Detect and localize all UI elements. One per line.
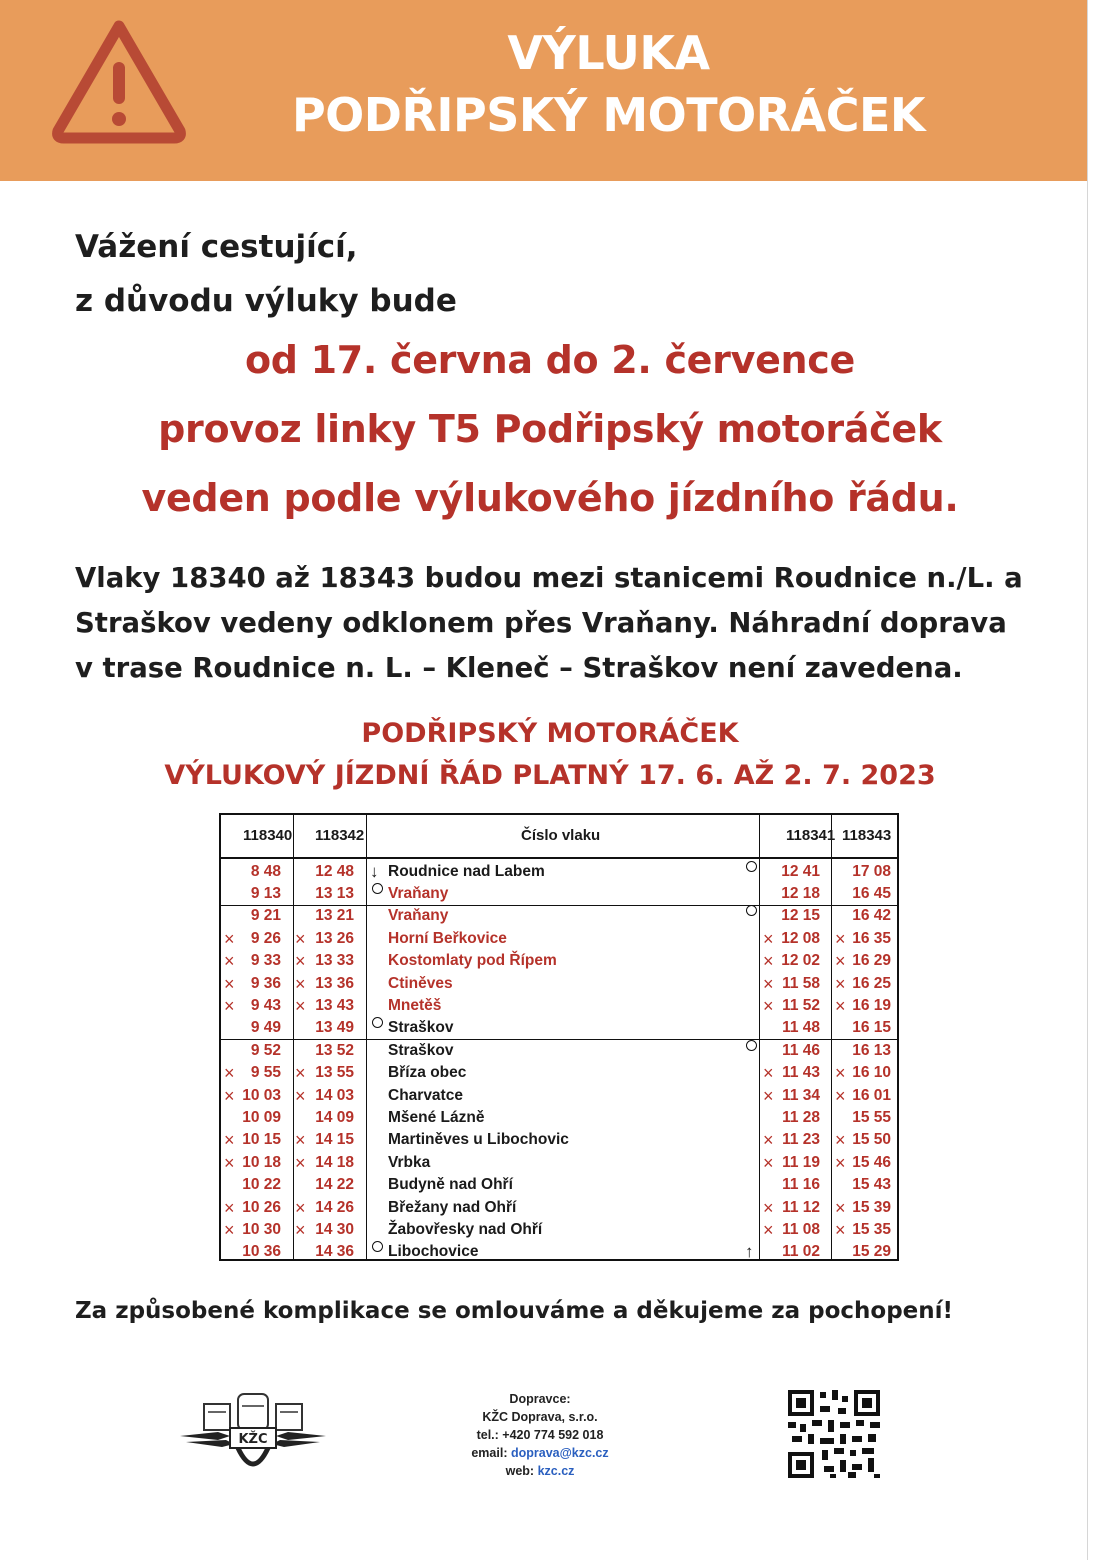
carrier-phone: tel.: +420 774 592 018 [476,1428,604,1442]
departure-time-118341: 11 02 [782,1243,820,1261]
not-stop-daily-mark: × [763,1063,774,1084]
detour-info [75,556,1065,691]
not-stop-daily-mark: × [295,1197,306,1218]
departure-time-118341: 11 28 [782,1108,820,1126]
departure-time-118342: 13 36 [315,974,354,992]
departure-time-118342: 13 55 [315,1064,354,1082]
header-train-118340: 118340 [243,827,293,844]
departure-time-118341: 12 18 [781,884,820,902]
departure-time-118342: 13 33 [315,952,354,970]
timetable-row [221,1174,897,1196]
timetable-row [221,1197,897,1219]
header-train-118343: 118343 [842,827,892,844]
not-stop-daily-mark: × [835,1219,846,1240]
departure-time-118340: 9 49 [250,1019,281,1037]
departure-time-118342: 14 15 [315,1131,354,1149]
departure-time-118343: 15 46 [852,1153,891,1171]
departure-time-118341: 11 58 [782,974,820,992]
departure-time-118343: 16 15 [852,1019,891,1037]
departure-time-118340: 8 48 [250,862,281,880]
timetable-row [221,1107,897,1129]
departure-time-118340: 10 26 [242,1198,281,1216]
station-name: Straškov [388,1041,454,1059]
station-name: Straškov [388,1019,454,1037]
header-train-118341: 118341 [786,827,836,844]
station-name: Bříza obec [388,1064,467,1082]
departure-time-118341: 12 15 [781,907,820,925]
email-link[interactable]: doprava@kzc.cz [510,1446,609,1460]
not-stop-daily-mark: × [763,1219,774,1240]
web-link[interactable]: kzc.cz [537,1464,575,1478]
info-line: Straškov vedeny odklonem přes Vraňany. Náhradní doprava [75,607,1007,639]
station-name: Vraňany [388,907,449,925]
departure-time-118343: 15 55 [852,1108,891,1126]
not-stop-daily-mark: × [295,928,306,949]
not-stop-daily-mark: × [835,1152,846,1173]
departure-time-118340: 9 52 [250,1041,281,1059]
departure-time-118342: 13 52 [315,1041,354,1059]
departure-time-118343: 16 35 [852,929,891,947]
departure-time-118342: 13 26 [315,929,354,947]
not-stop-daily-mark: × [835,951,846,972]
departure-time-118340: 10 30 [242,1220,281,1238]
departure-time-118340: 9 26 [250,929,281,947]
departure-time-118343: 16 45 [852,884,891,902]
not-stop-daily-mark: × [295,995,306,1016]
departure-time-118341: 11 48 [782,1019,820,1037]
departure-time-118342: 14 26 [315,1198,354,1216]
not-stop-daily-mark: × [763,1197,774,1218]
departure-time-118343: 16 10 [852,1064,891,1082]
departure-time-118342: 14 18 [315,1153,354,1171]
timetable-row [221,1085,897,1107]
station-name: Mnetěš [388,996,442,1014]
timetable-title [0,713,1100,797]
not-stop-daily-mark: × [295,1152,306,1173]
departure-time-118343: 15 39 [852,1198,891,1216]
not-stop-daily-mark: × [835,1197,846,1218]
timetable-row [221,1152,897,1174]
not-stop-daily-mark: × [835,973,846,994]
not-stop-daily-mark: × [835,1063,846,1084]
timetable-title-line: VÝLUKOVÝ JÍZDNÍ ŘÁD PLATNÝ 17. 6. AŽ 2. 7. 2023 [164,760,936,791]
notice-header [0,0,1087,181]
warning-triangle-icon [48,16,190,146]
departure-time-118341: 12 08 [781,929,820,947]
carrier-contact [440,1390,640,1480]
timetable-row [221,928,897,950]
greeting [75,220,457,328]
not-stop-daily-mark: × [763,1085,774,1106]
departure-time-118341: 12 41 [781,862,820,880]
not-stop-daily-mark: × [224,1152,235,1173]
departure-time-118340: 10 22 [242,1176,281,1194]
departure-time-118341: 12 02 [781,952,820,970]
email-label: email: [471,1446,508,1460]
station-name: Horní Beřkovice [388,929,507,947]
station-name: Budyně nad Ohří [388,1176,513,1194]
departure-time-118340: 10 15 [242,1131,281,1149]
station-name: Mšené Lázně [388,1108,485,1126]
departure-time-118341: 11 12 [782,1198,820,1216]
not-stop-daily-mark: × [224,1063,235,1084]
station-name: Libochovice [388,1243,479,1261]
not-stop-daily-mark: × [763,1152,774,1173]
closure-highlight [0,326,1100,533]
departure-time-118343: 15 50 [852,1131,891,1149]
info-line: v trase Roudnice n. L. – Kleneč – Straškov není zavedena. [75,652,963,684]
kzc-logo [178,1390,328,1480]
timetable-row [221,905,897,927]
departure-time-118342: 13 21 [315,907,354,925]
carrier-name: KŽC Doprava, s.r.o. [482,1410,598,1424]
station-name: Roudnice nad Labem [388,862,545,880]
timetable [219,813,899,1261]
departure-time-118341: 11 46 [782,1041,820,1059]
departure-time-118342: 12 48 [315,862,354,880]
not-stop-daily-mark: × [295,1085,306,1106]
departure-time-118341: 11 23 [782,1131,820,1149]
title-line: PODŘIPSKÝ MOTORÁČEK [291,88,926,142]
header-divider [221,857,897,859]
departure-time-118340: 10 03 [242,1086,281,1104]
timetable-row [221,995,897,1017]
departure-time-118343: 16 19 [852,996,891,1014]
not-stop-daily-mark: × [295,1130,306,1151]
departure-time-118343: 15 35 [852,1220,891,1238]
departure-time-118341: 11 16 [782,1176,820,1194]
departure-time-118343: 15 43 [852,1176,891,1194]
departure-time-118340: 10 36 [242,1243,281,1261]
departure-time-118340: 9 13 [250,884,281,902]
departure-time-118342: 13 43 [315,996,354,1014]
terminus-circle-icon [372,883,383,894]
station-name: Vraňany [388,884,449,902]
timetable-row [221,1129,897,1151]
departure-time-118342: 14 36 [315,1243,354,1261]
carrier-label: Dopravce: [509,1392,571,1406]
station-name: Ctiněves [388,974,453,992]
departure-time-118340: 9 36 [250,974,281,992]
not-stop-daily-mark: × [295,973,306,994]
greeting-line: z důvodu výluky bude [75,283,457,319]
not-stop-daily-mark: × [763,995,774,1016]
not-stop-daily-mark: × [224,995,235,1016]
station-name: Žabovřesky nad Ohří [388,1220,543,1238]
timetable-row [221,1040,897,1062]
not-stop-daily-mark: × [835,1130,846,1151]
timetable-row [221,973,897,995]
terminus-circle-icon [746,905,757,916]
station-name: Kostomlaty pod Řípem [388,952,557,970]
not-stop-daily-mark: × [835,928,846,949]
terminus-circle-icon [746,1040,757,1051]
not-stop-daily-mark: × [295,951,306,972]
web-label: web: [505,1464,535,1478]
not-stop-daily-mark: × [224,951,235,972]
departure-time-118343: 16 42 [852,907,891,925]
notice-title [190,22,1027,146]
timetable-row [221,1062,897,1084]
departure-time-118341: 11 52 [782,996,820,1014]
station-name: Charvatce [388,1086,463,1104]
departure-time-118343: 16 01 [852,1086,891,1104]
arrow-up-icon: ↑ [745,1242,754,1262]
not-stop-daily-mark: × [224,973,235,994]
departure-time-118342: 14 30 [315,1220,354,1238]
not-stop-daily-mark: × [763,1130,774,1151]
timetable-row [221,1219,897,1241]
departure-time-118342: 14 22 [315,1176,354,1194]
timetable-row [221,861,897,883]
station-name: Martiněves u Libochovic [388,1131,569,1149]
highlight-line: provoz linky T5 Podřipský motoráček [158,407,942,451]
timetable-row [221,883,897,905]
departure-time-118343: 17 08 [852,862,891,880]
departure-time-118340: 9 33 [250,952,281,970]
departure-time-118342: 14 03 [315,1086,354,1104]
timetable-row [221,1241,897,1263]
departure-time-118342: 14 09 [315,1108,354,1126]
not-stop-daily-mark: × [295,1063,306,1084]
not-stop-daily-mark: × [224,1130,235,1151]
departure-time-118341: 11 08 [782,1220,820,1238]
arrow-down-icon: ↓ [370,861,379,881]
not-stop-daily-mark: × [224,1085,235,1106]
qr-code[interactable] [788,1390,880,1478]
not-stop-daily-mark: × [224,1219,235,1240]
station-name: Břežany nad Ohří [388,1198,517,1216]
highlight-line: veden podle výlukového jízdního řádu. [141,476,959,520]
not-stop-daily-mark: × [224,928,235,949]
not-stop-daily-mark: × [224,1197,235,1218]
not-stop-daily-mark: × [763,973,774,994]
departure-time-118340: 10 09 [242,1108,281,1126]
departure-time-118341: 11 34 [782,1086,820,1104]
title-line: VÝLUKA [507,26,710,80]
terminus-circle-icon [746,861,757,872]
timetable-title-line: PODŘIPSKÝ MOTORÁČEK [361,718,739,749]
terminus-circle-icon [372,1241,383,1252]
not-stop-daily-mark: × [295,1219,306,1240]
highlight-line: od 17. června do 2. července [245,338,855,382]
departure-time-118341: 11 43 [782,1064,820,1082]
greeting-line: Vážení cestující, [75,229,358,265]
departure-time-118340: 10 18 [242,1153,281,1171]
timetable-row [221,1017,897,1039]
departure-time-118343: 16 25 [852,974,891,992]
departure-time-118341: 11 19 [782,1153,820,1171]
departure-time-118340: 9 21 [250,907,281,925]
header-train-number: Číslo vlaku [521,827,601,844]
not-stop-daily-mark: × [763,928,774,949]
departure-time-118343: 15 29 [852,1243,891,1261]
departure-time-118340: 9 55 [250,1064,281,1082]
departure-time-118342: 13 49 [315,1019,354,1037]
not-stop-daily-mark: × [835,1085,846,1106]
departure-time-118343: 16 13 [852,1041,891,1059]
departure-time-118343: 16 29 [852,952,891,970]
not-stop-daily-mark: × [835,995,846,1016]
not-stop-daily-mark: × [763,951,774,972]
header-train-118342: 118342 [315,827,365,844]
station-name: Vrbka [388,1153,431,1171]
departure-time-118340: 9 43 [250,996,281,1014]
terminus-circle-icon [372,1017,383,1028]
timetable-row [221,950,897,972]
departure-time-118342: 13 13 [315,884,354,902]
svg-text:KŽC: KŽC [238,1432,268,1447]
info-line: Vlaky 18340 až 18343 budou mezi stanicemi Roudnice n./L. a [75,562,1023,594]
closing-message: Za způsobené komplikace se omlouváme a děkujeme za pochopení! [75,1298,954,1324]
